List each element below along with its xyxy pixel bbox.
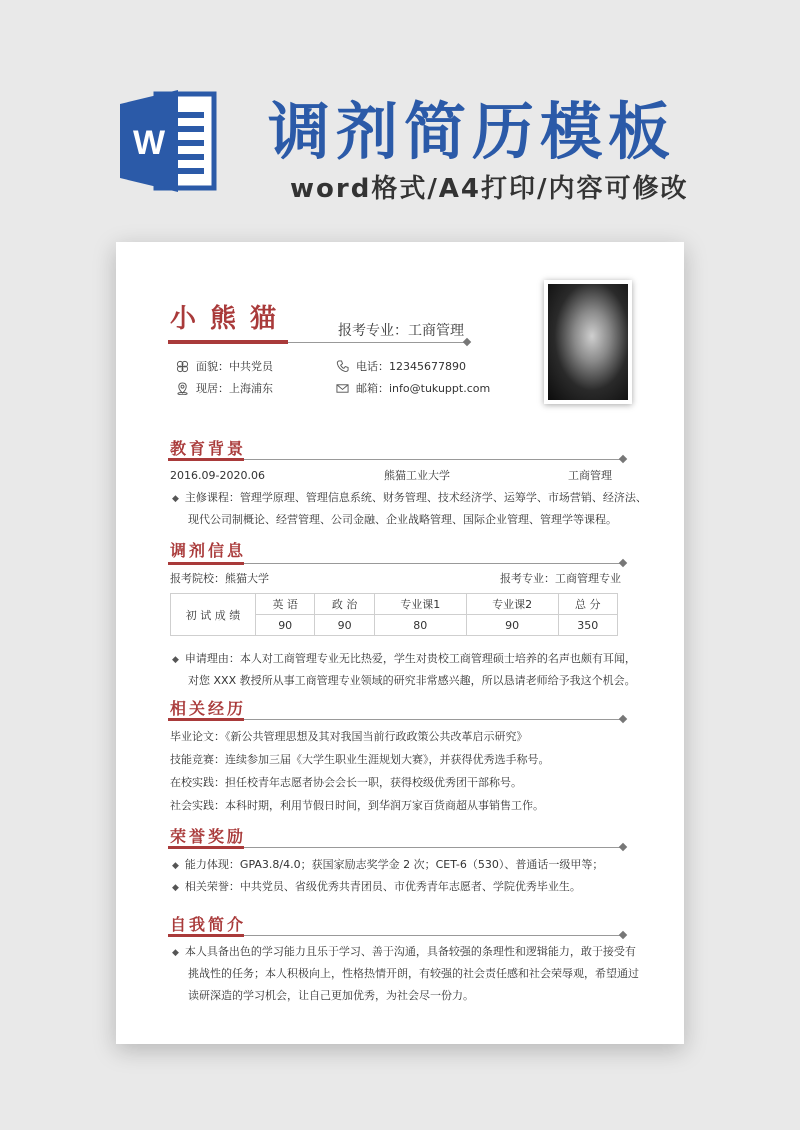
experience-item: 社会实践：本科时期，利用节假日时间，到华润万家百货商超从事销售工作。: [170, 799, 544, 812]
adjustment-heading: 调剂信息: [170, 541, 247, 560]
self-intro-line-2: 挑战性的任务；本人积极向上，性格热情开朗，有较强的社会责任感和社会荣辱观，希望通过: [188, 967, 639, 980]
education-school: 熊猫工业大学: [384, 469, 450, 482]
education-period: 2016.09-2020.06: [170, 469, 265, 482]
table-header: 总 分: [558, 594, 617, 615]
bullet-icon: ◆: [172, 948, 179, 958]
divider-diamond: [619, 843, 627, 851]
email-text: 邮箱：info@tukuppt.com: [356, 382, 491, 395]
honors-item: [172, 875, 581, 900]
table-cell: 90: [466, 615, 558, 636]
bullet-icon: ◆: [172, 494, 179, 504]
self-intro-heading: 自我简介: [170, 915, 247, 934]
score-label: 初 试 成 绩: [171, 594, 256, 636]
phone-text: 电话：12345677890: [356, 360, 466, 373]
score-table: [170, 593, 618, 636]
banner-title: 调剂简历模板: [268, 95, 677, 168]
reason-text: 申请理由：本人对工商管理专业无比热爱，学生对贵校工商管理硕士培养的名声也颇有耳闻，: [184, 652, 636, 665]
politics-text: 面貌：中共党员: [196, 360, 273, 373]
experience-item: 毕业论文：《新公共管理思想及其对我国当前行政政策公共改革启示研究》: [170, 730, 528, 743]
info-phone: [336, 358, 466, 374]
experience-item: 在校实践：担任校青年志愿者协会会长一职，获得校级优秀团干部称号。: [170, 776, 522, 789]
courses-text: 主修课程：管理学原理、管理信息系统、财务管理、技术经济学、运筹学、市场营销、经济法、: [184, 491, 647, 504]
education-accent: [168, 458, 244, 461]
resume-page: [116, 242, 684, 1044]
education-major: 工商管理: [568, 469, 612, 482]
self-intro-line-3: 读研深造的学习机会，让自己更加优秀，为社会尽一份力。: [188, 989, 474, 1002]
profile-photo: [544, 280, 632, 404]
resume-name: 小熊猫: [170, 304, 291, 334]
adjustment-accent: [168, 562, 244, 565]
bullet-icon: ◆: [172, 655, 179, 665]
target-major: 报考专业：工商管理: [338, 323, 464, 339]
experience-heading: 相关经历: [170, 699, 247, 718]
courses-line-2: 现代公司制概论、经营管理、公司金融、企业战略管理、国际企业管理、管理学等课程。: [188, 513, 617, 526]
applied-school: 报考院校：熊猫大学: [170, 572, 269, 585]
honors-text: 相关荣誉：中共党员、省级优秀共青团员、市优秀青年志愿者、学院优秀毕业生。: [184, 880, 581, 893]
table-header: 英 语: [256, 594, 315, 615]
table-header: 专业课1: [374, 594, 466, 615]
divider-diamond: [619, 931, 627, 939]
clover-icon: [176, 360, 189, 373]
table-row: [171, 594, 618, 615]
mail-icon: [336, 382, 349, 395]
experience-item: 技能竞赛：连续参加三届《大学生职业生涯规划大赛》，并获得优秀选手称号。: [170, 753, 550, 766]
table-cell: 350: [558, 615, 617, 636]
bullet-icon: ◆: [172, 861, 179, 871]
bullet-icon: ◆: [172, 883, 179, 893]
reason-line-2: 对您 XXX 教授所从事工商管理专业领域的研究非常感兴趣，所以恳请老师给予我这个机会。: [188, 674, 636, 687]
word-document-icon: [116, 86, 226, 196]
table-cell: 90: [256, 615, 315, 636]
divider-diamond: [619, 715, 627, 723]
info-address: [176, 380, 273, 396]
divider-diamond: [619, 559, 627, 567]
honors-text: 能力体现：GPA3.8/4.0；获国家励志奖学金 2 次；CET-6（530）、普通话一级甲等；: [184, 858, 604, 871]
divider-diamond: [619, 455, 627, 463]
address-text: 现居：上海浦东: [196, 382, 273, 395]
table-cell: 90: [315, 615, 374, 636]
table-header: 政 治: [315, 594, 374, 615]
self-intro-accent: [168, 934, 244, 937]
table-cell: 80: [374, 615, 466, 636]
experience-accent: [168, 718, 244, 721]
word-icon-letter: W: [132, 124, 166, 162]
divider-diamond: [463, 338, 471, 346]
honors-accent: [168, 846, 244, 849]
location-icon: [176, 382, 189, 395]
info-politics: [176, 358, 273, 374]
banner-subtitle: word格式/A4打印/内容可修改: [290, 174, 689, 204]
applied-major: 报考专业：工商管理专业: [500, 572, 621, 585]
phone-icon: [336, 360, 349, 373]
info-email: [336, 380, 490, 396]
honors-heading: 荣誉奖励: [170, 827, 247, 846]
name-underline: [168, 340, 288, 344]
self-intro-text: 本人具备出色的学习能力且乐于学习、善于沟通，具备较强的条理性和逻辑能力，敢于接受有: [184, 945, 636, 958]
education-heading: 教育背景: [170, 439, 247, 458]
table-header: 专业课2: [466, 594, 558, 615]
